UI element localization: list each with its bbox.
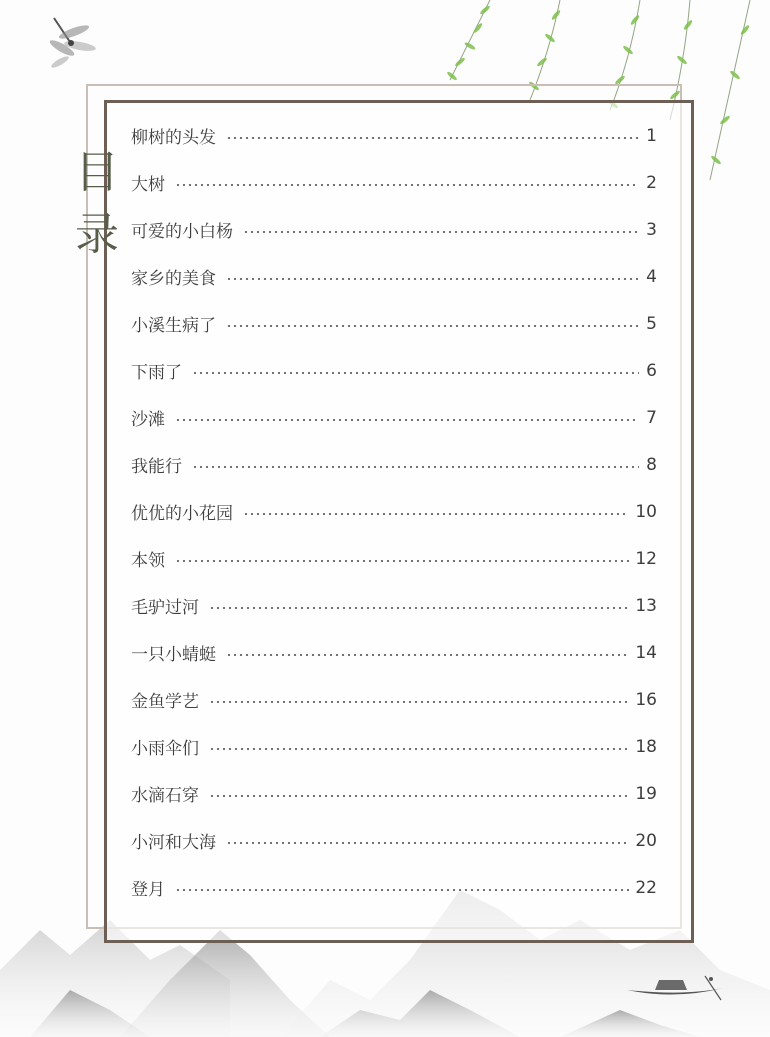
toc-row[interactable] [131, 300, 657, 347]
toc-label: 小溪生病了 [131, 316, 216, 336]
toc-leader-dots [209, 748, 629, 750]
toc-leader-dots [192, 466, 639, 468]
toc-row[interactable] [131, 864, 657, 911]
toc-label: 登月 [131, 880, 165, 900]
toc-page-number: 14 [635, 642, 657, 663]
toc-label: 一只小蜻蜓 [131, 645, 216, 665]
toc-page-number: 16 [635, 689, 657, 710]
toc-leader-dots [226, 278, 639, 280]
title-char-1: 目 [75, 147, 119, 198]
toc-page-number: 22 [635, 877, 657, 898]
toc-row[interactable] [131, 159, 657, 206]
toc-row[interactable] [131, 676, 657, 723]
toc-row[interactable] [131, 206, 657, 253]
toc-leader-dots [175, 419, 639, 421]
toc-leader-dots [209, 701, 629, 703]
toc-label: 小雨伞们 [131, 739, 199, 759]
toc-leader-dots [226, 842, 629, 844]
boat-icon [625, 972, 730, 1004]
toc-row[interactable] [131, 582, 657, 629]
toc-leader-dots [209, 795, 629, 797]
toc-leader-dots [243, 513, 629, 515]
toc-page-number: 4 [646, 266, 657, 287]
toc-leader-dots [175, 889, 629, 891]
toc-label: 沙滩 [131, 410, 165, 430]
toc-leader-dots [226, 137, 639, 139]
toc-leader-dots [243, 231, 639, 233]
toc-page-number: 18 [635, 736, 657, 757]
toc-page-number: 2 [646, 172, 657, 193]
toc-page-number: 13 [635, 595, 657, 616]
toc-leader-dots [175, 560, 629, 562]
page-title [74, 142, 120, 266]
toc-label: 可爱的小白杨 [131, 222, 233, 242]
toc-leader-dots [192, 372, 639, 374]
toc-page-number: 20 [635, 830, 657, 851]
toc-row[interactable] [131, 112, 657, 159]
toc-row[interactable] [131, 535, 657, 582]
toc-page-number: 6 [646, 360, 657, 381]
toc-page-number: 10 [635, 501, 657, 522]
toc-page-number: 5 [646, 313, 657, 334]
toc-label: 优优的小花园 [131, 504, 233, 524]
toc-leader-dots [209, 607, 629, 609]
toc-row[interactable] [131, 253, 657, 300]
toc-row[interactable] [131, 770, 657, 817]
toc-label: 毛驴过河 [131, 598, 199, 618]
toc-row[interactable] [131, 488, 657, 535]
toc-leader-dots [226, 325, 639, 327]
toc-row[interactable] [131, 441, 657, 488]
toc-page-number: 3 [646, 219, 657, 240]
toc-label: 水滴石穿 [131, 786, 199, 806]
toc-label: 家乡的美食 [131, 269, 216, 289]
toc-label: 我能行 [131, 457, 182, 477]
toc-page-number: 7 [646, 407, 657, 428]
toc-leader-dots [226, 654, 629, 656]
toc-label: 本领 [131, 551, 165, 571]
toc-list [131, 112, 657, 911]
toc-label: 柳树的头发 [131, 128, 216, 148]
title-char-2: 录 [75, 209, 119, 260]
dragonfly-icon [40, 12, 102, 70]
toc-page-number: 19 [635, 783, 657, 804]
toc-row[interactable] [131, 394, 657, 441]
toc-page-number: 1 [646, 125, 657, 146]
toc-row[interactable] [131, 817, 657, 864]
toc-label: 金鱼学艺 [131, 692, 199, 712]
toc-label: 下雨了 [131, 363, 182, 383]
toc-row[interactable] [131, 723, 657, 770]
toc-leader-dots [175, 184, 639, 186]
toc-page-number: 8 [646, 454, 657, 475]
toc-row[interactable] [131, 347, 657, 394]
toc-label: 大树 [131, 175, 165, 195]
toc-label: 小河和大海 [131, 833, 216, 853]
toc-page-number: 12 [635, 548, 657, 569]
toc-row[interactable] [131, 629, 657, 676]
